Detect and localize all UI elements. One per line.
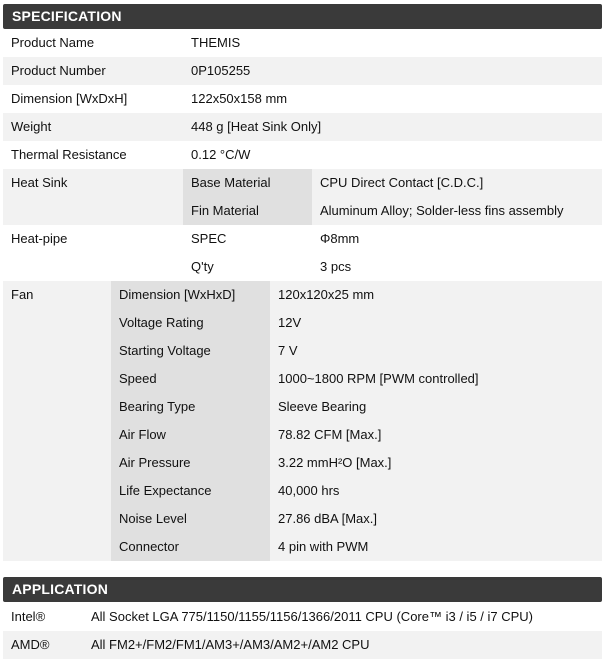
spec-value: 122x50x158 mm — [191, 91, 288, 106]
spec-label: Thermal Resistance — [11, 147, 127, 162]
heat-sink-sub-value: Aluminum Alloy; Solder-less fins assembly — [320, 203, 564, 218]
fan-label: Fan — [11, 287, 34, 302]
spec-row-dimension — [3, 85, 602, 113]
fan-sub-value: 40,000 hrs — [278, 483, 340, 498]
fan-block — [3, 281, 602, 561]
fan-sub-value: 120x120x25 mm — [278, 287, 375, 302]
spec-row-product-name — [3, 29, 602, 57]
heat-sink-sub-label: Fin Material — [191, 203, 259, 218]
spec-label: Dimension [WxDxH] — [11, 91, 128, 106]
fan-sub-value: 7 V — [278, 343, 298, 358]
spec-label: Weight — [11, 119, 52, 134]
fan-sub-label: Bearing Type — [119, 399, 196, 414]
application-label: Intel® — [11, 609, 46, 624]
spec-row-weight — [3, 113, 602, 141]
fan-sub-label: Air Flow — [119, 427, 166, 442]
heat-sink-sub-value: CPU Direct Contact [C.D.C.] — [320, 175, 484, 190]
spec-row-product-number — [3, 57, 602, 85]
fan-sub-value: 1000~1800 RPM [PWM controlled] — [278, 371, 479, 386]
fan-sub-label: Dimension [WxHxD] — [119, 287, 236, 302]
fan-sub-label: Speed — [119, 371, 157, 386]
heat-pipe-sub-value: Φ8mm — [320, 231, 360, 246]
fan-sub-value: Sleeve Bearing — [278, 399, 367, 414]
fan-sub-value: 4 pin with PWM — [278, 539, 369, 554]
heat-sink-label: Heat Sink — [11, 175, 68, 190]
spec-value: 448 g [Heat Sink Only] — [191, 119, 322, 134]
application-header: APPLICATION — [3, 577, 602, 602]
fan-sub-label: Life Expectance — [119, 483, 212, 498]
fan-sub-label: Noise Level — [119, 511, 187, 526]
spec-value: THEMIS — [191, 35, 241, 50]
application-label: AMD® — [11, 637, 50, 652]
fan-sub-value: 3.22 mmH²O [Max.] — [278, 455, 392, 470]
fan-sub-label: Starting Voltage — [119, 343, 211, 358]
heat-pipe-block — [3, 225, 602, 281]
spec-label: Product Number — [11, 63, 106, 78]
application-row-intel — [3, 603, 602, 631]
heat-pipe-sub-label: Q'ty — [191, 259, 214, 274]
fan-sub-label: Voltage Rating — [119, 315, 204, 330]
application-row-amd — [3, 631, 602, 659]
fan-sub-value: 12V — [278, 315, 302, 330]
heat-pipe-sub-label: SPEC — [191, 231, 227, 246]
spec-value: 0.12 °C/W — [191, 147, 251, 162]
fan-sub-value: 78.82 CFM [Max.] — [278, 427, 382, 442]
fan-sub-label: Air Pressure — [119, 455, 191, 470]
application-value: All FM2+/FM2/FM1/AM3+/AM3/AM2+/AM2 CPU — [91, 637, 370, 652]
heat-sink-block — [3, 169, 602, 225]
heat-sink-sub-label: Base Material — [191, 175, 271, 190]
spec-row-thermal-resistance — [3, 141, 602, 169]
application-value: All Socket LGA 775/1150/1155/1156/1366/2011 CPU (Core™ i3 / i5 / i7 CPU) — [91, 609, 534, 624]
specification-header: SPECIFICATION — [3, 4, 602, 29]
fan-sub-label: Connector — [119, 539, 179, 554]
heat-pipe-label: Heat-pipe — [11, 231, 68, 246]
fan-sub-value: 27.86 dBA [Max.] — [278, 511, 378, 526]
spec-label: Product Name — [11, 35, 95, 50]
spec-value: 0P105255 — [191, 63, 251, 78]
heat-pipe-sub-value: 3 pcs — [320, 259, 352, 274]
